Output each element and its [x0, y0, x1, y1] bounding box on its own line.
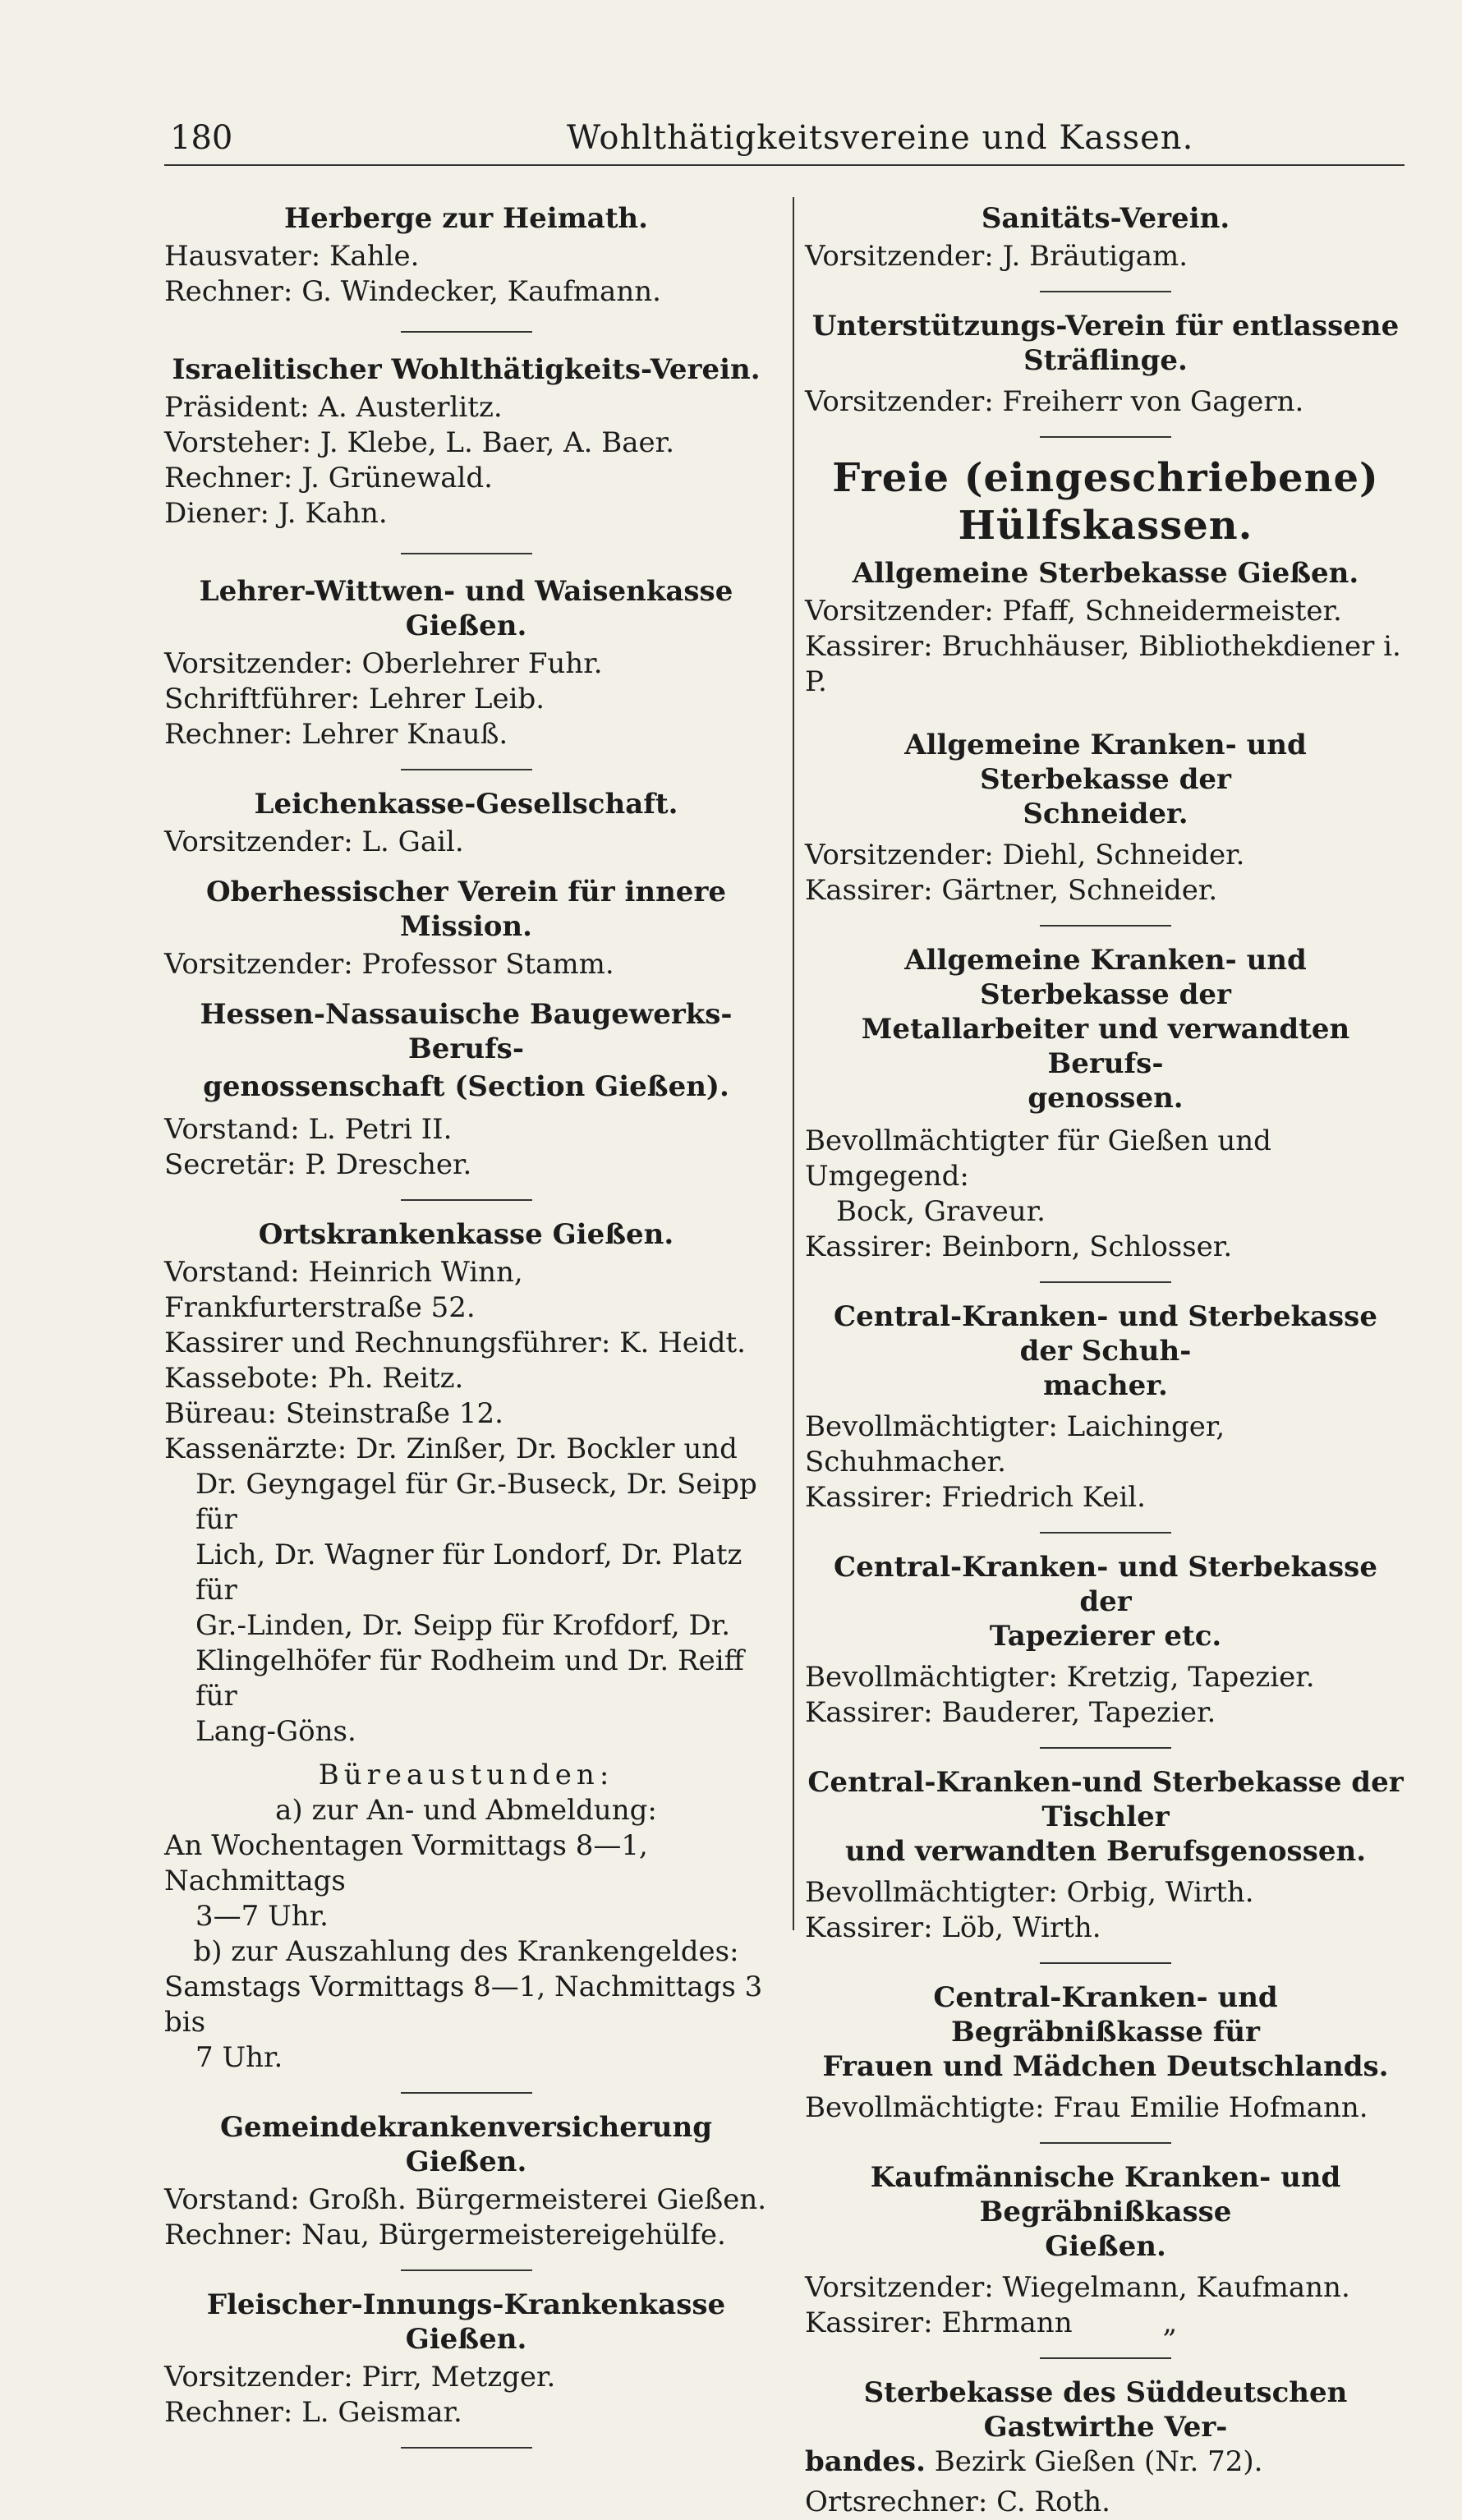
entry-line-text: Kassirer: Ehrmann	[805, 2306, 1073, 2339]
aerzte-line: Klingelhöfer für Rodheim und Dr. Reiff für	[195, 1644, 744, 1713]
entry-line: Kassirer: Gärtner, Schneider.	[805, 874, 1218, 907]
entry-title: Hessen-Nassauische Baugewerks-Berufs-	[200, 998, 733, 1065]
entry-kasse-schuhmacher	[805, 1299, 1406, 1515]
entry-hessen-nassauische	[164, 997, 768, 1183]
entry-title: Frauen und Mädchen Deutschlands.	[822, 2050, 1389, 2083]
entry-title-continued	[805, 2444, 1406, 2480]
entry-kasse-tapezierer	[805, 1550, 1406, 1731]
entry-line: Bevollmächtigte: Frau Emilie Hofmann.	[805, 2091, 1368, 2124]
entry-title: Allgemeine Sterbekasse Gießen.	[852, 557, 1359, 590]
aerzte-line: Lang-Göns.	[195, 1715, 356, 1748]
entry-line: Vorsitzender: Pirr, Metzger.	[164, 2361, 556, 2394]
entry-title: Sträflinge.	[1023, 344, 1188, 377]
entry-line: Kassebote: Ph. Reitz.	[164, 1362, 464, 1395]
entry-title-end: bandes.	[805, 2445, 926, 2478]
entry-line: Büreau: Steinstraße 12.	[164, 1397, 503, 1430]
entry-title: Central-Kranken-und Sterbekasse der Tischler	[807, 1766, 1404, 1833]
entry-line: Rechner: J. Grünewald.	[164, 462, 493, 494]
entry-line: Bevollmächtigter: Laichinger, Schuhmacher.	[805, 1410, 1225, 1478]
entry-line: Hausvater: Kahle.	[164, 240, 420, 273]
separator	[1040, 1747, 1171, 1749]
entry-line: Vorsitzender: Oberlehrer Fuhr.	[164, 647, 603, 680]
entry-line: Secretär: P. Drescher.	[164, 1148, 472, 1181]
entry-title-rest: Bezirk Gießen (Nr. 72).	[925, 2445, 1263, 2478]
entry-title: Unterstützungs-Verein für entlassene	[811, 310, 1400, 343]
entry-israelitischer	[164, 352, 768, 531]
separator	[401, 2092, 532, 2094]
separator	[1040, 925, 1171, 927]
separator	[401, 2447, 532, 2449]
bureaustunden-line: 3—7 Uhr.	[195, 1900, 329, 1933]
entry-allgemeine-sterbekasse	[805, 556, 1406, 700]
entry-title: Sterbekasse des Süddeutschen Gastwirthe Ver-	[863, 2376, 1348, 2444]
right-column	[805, 201, 1406, 2520]
entry-title: Gießen.	[1045, 2230, 1166, 2263]
bureaustunden-line: 7 Uhr.	[195, 2041, 283, 2074]
entry-line: Präsident: A. Austerlitz.	[164, 391, 503, 424]
entry-leichenkasse	[164, 787, 768, 860]
separator	[401, 331, 532, 333]
entry-line: Ortsrechner: C. Roth.	[805, 2486, 1110, 2518]
entry-ortskrankenkasse	[164, 1217, 768, 2076]
entry-kasse-tischler	[805, 1765, 1406, 1946]
aerzte-line: Kassenärzte: Dr. Zinßer, Dr. Bockler und	[164, 1432, 738, 1465]
entry-kasse-metallarbeiter	[805, 943, 1406, 1265]
entry-herberge	[164, 201, 768, 310]
separator	[1040, 436, 1171, 438]
entry-line: Kassirer: Löb, Wirth.	[805, 1911, 1101, 1944]
entry-title: macher.	[1043, 1369, 1168, 1402]
entry-title: genossen.	[1028, 1082, 1184, 1115]
running-title: Wohlthätigkeitsvereine und Kassen.	[567, 119, 1194, 157]
entry-line: Kassirer: Friedrich Keil.	[805, 1481, 1146, 1514]
bureaustunden-line: An Wochentagen Vormittags 8—1, Nachmittags	[164, 1829, 648, 1897]
entry-line: Vorsitzender: Freiherr von Gagern.	[805, 385, 1304, 418]
entry-line: Vorsitzender: Professor Stamm.	[164, 948, 614, 981]
entry-line: Vorstand: Heinrich Winn, Frankfurterstraße 52.	[164, 1256, 523, 1324]
entry-title: Leichenkasse-Gesellschaft.	[254, 788, 678, 821]
header-rule	[164, 164, 1405, 166]
entry-line: Vorsteher: J. Klebe, L. Baer, A. Baer.	[164, 426, 674, 459]
ditto-mark: „	[1162, 2306, 1178, 2339]
entry-sanitaets-verein	[805, 201, 1406, 274]
entry-line: Bevollmächtigter: Orbig, Wirth.	[805, 1876, 1254, 1909]
separator	[1040, 1962, 1171, 1964]
bureaustunden-line: Samstags Vormittags 8—1, Nachmittags 3 bis	[164, 1970, 763, 2039]
entry-line: Vorsitzender: Diehl, Schneider.	[805, 839, 1245, 871]
entry-title: Central-Kranken- und Begräbnißkasse für	[933, 1981, 1278, 2049]
entry-kasse-frauen	[805, 1980, 1406, 2126]
entry-title: Allgemeine Kranken- und Sterbekasse der	[904, 729, 1307, 796]
entry-title: Oberhessischer Verein für innere Mission.	[206, 876, 726, 943]
separator	[1040, 1281, 1171, 1283]
entry-line: Bock, Graveur.	[836, 1195, 1046, 1228]
entry-title: Tapezierer etc.	[989, 1620, 1222, 1653]
entry-title: Fleischer-Innungs-Krankenkasse Gießen.	[206, 2288, 726, 2356]
entry-line: Vorstand: L. Petri II.	[164, 1113, 453, 1146]
entry-line: Bevollmächtigter für Gießen und Umgegend:	[805, 1124, 1271, 1193]
entry-gemeindekrankenversicherung	[164, 2110, 768, 2253]
entry-line: Vorstand: Großh. Bürgermeisterei Gießen.	[164, 2183, 767, 2216]
entry-line: Vorsitzender: L. Gail.	[164, 825, 464, 858]
entry-title: Lehrer-Wittwen- und Waisenkasse Gießen.	[199, 575, 733, 642]
entry-title: und verwandten Berufsgenossen.	[844, 1835, 1367, 1868]
entry-line: Kassirer und Rechnungsführer: K. Heidt.	[164, 1327, 746, 1359]
separator	[1040, 1532, 1171, 1534]
entry-line: Diener: J. Kahn.	[164, 497, 388, 530]
entry-line: Rechner: L. Geismar.	[164, 2396, 462, 2429]
entry-lehrer-wittwen	[164, 574, 768, 752]
entry-title: Metallarbeiter und verwandten Berufs-	[861, 1013, 1350, 1080]
page-number: 180	[170, 119, 233, 157]
entry-title: Israelitischer Wohlthätigkeits-Verein.	[172, 353, 761, 386]
entry-line	[805, 2306, 1406, 2341]
separator	[401, 2269, 532, 2271]
entry-line: Kassirer: Bruchhäuser, Bibliothekdiener i. P.	[805, 630, 1401, 698]
entry-line: Schriftführer: Lehrer Leib.	[164, 683, 545, 715]
entry-kaufmaennische-kasse	[805, 2160, 1406, 2341]
aerzte-line: Gr.-Linden, Dr. Seipp für Krofdorf, Dr.	[195, 1609, 731, 1642]
bureaustunden-title: Büreaustunden:	[318, 1759, 614, 1791]
entry-line: Kassirer: Beinborn, Schlosser.	[805, 1230, 1233, 1263]
separator	[401, 553, 532, 554]
separator	[1040, 291, 1171, 292]
bureaustunden-b: b) zur Auszahlung des Krankengeldes:	[193, 1935, 739, 1968]
separator	[1040, 2357, 1171, 2359]
entry-line: Kassirer: Bauderer, Tapezier.	[805, 1696, 1216, 1729]
entry-title: Herberge zur Heimath.	[284, 202, 648, 235]
entry-line: Vorsitzender: J. Bräutigam.	[805, 240, 1188, 273]
entry-sterbekasse-gastwirthe	[805, 2375, 1406, 2520]
separator	[1040, 2142, 1171, 2144]
separator	[401, 1199, 532, 1201]
entry-line: Vorsitzender: Pfaff, Schneidermeister.	[805, 595, 1342, 628]
entry-oberhessischer	[164, 875, 768, 982]
entry-title: Ortskrankenkasse Gießen.	[258, 1218, 674, 1251]
entry-fleischer-innung	[164, 2288, 768, 2430]
section-heading: Freie (eingeschriebene) Hülfskassen.	[832, 455, 1379, 549]
entry-title: Gemeindekrankenversicherung Gießen.	[220, 2111, 712, 2178]
aerzte-line: Dr. Geyngagel für Gr.-Buseck, Dr. Seipp für	[195, 1468, 757, 1536]
entry-title: Sanitäts-Verein.	[981, 202, 1230, 235]
entry-title: Central-Kranken- und Sterbekasse der	[834, 1551, 1377, 1618]
separator	[401, 769, 532, 770]
entry-title: Central-Kranken- und Sterbekasse der Schuh-	[834, 1300, 1377, 1368]
left-column	[164, 201, 768, 2465]
entry-title: Allgemeine Kranken- und Sterbekasse der	[904, 944, 1307, 1011]
entry-line: Bevollmächtigter: Kretzig, Tapezier.	[805, 1661, 1315, 1694]
column-rule	[793, 197, 794, 1930]
entry-line: Rechner: Lehrer Knauß.	[164, 718, 508, 751]
bureaustunden-a: a) zur An- und Abmeldung:	[275, 1794, 657, 1827]
aerzte-line: Lich, Dr. Wagner für Londorf, Dr. Platz für	[195, 1538, 742, 1607]
entry-line: Rechner: Nau, Bürgermeistereigehülfe.	[164, 2219, 726, 2251]
entry-title: genossenschaft (Section Gießen).	[203, 1070, 729, 1103]
entry-unterstuetzungs-verein	[805, 309, 1406, 420]
entry-kasse-schneider	[805, 728, 1406, 908]
entry-title: Schneider.	[1023, 798, 1188, 830]
entry-line: Rechner: G. Windecker, Kaufmann.	[164, 275, 661, 308]
entry-line: Vorsitzender: Wiegelmann, Kaufmann.	[805, 2271, 1350, 2304]
entry-title: Kaufmännische Kranken- und Begräbnißkasse	[870, 2161, 1341, 2228]
